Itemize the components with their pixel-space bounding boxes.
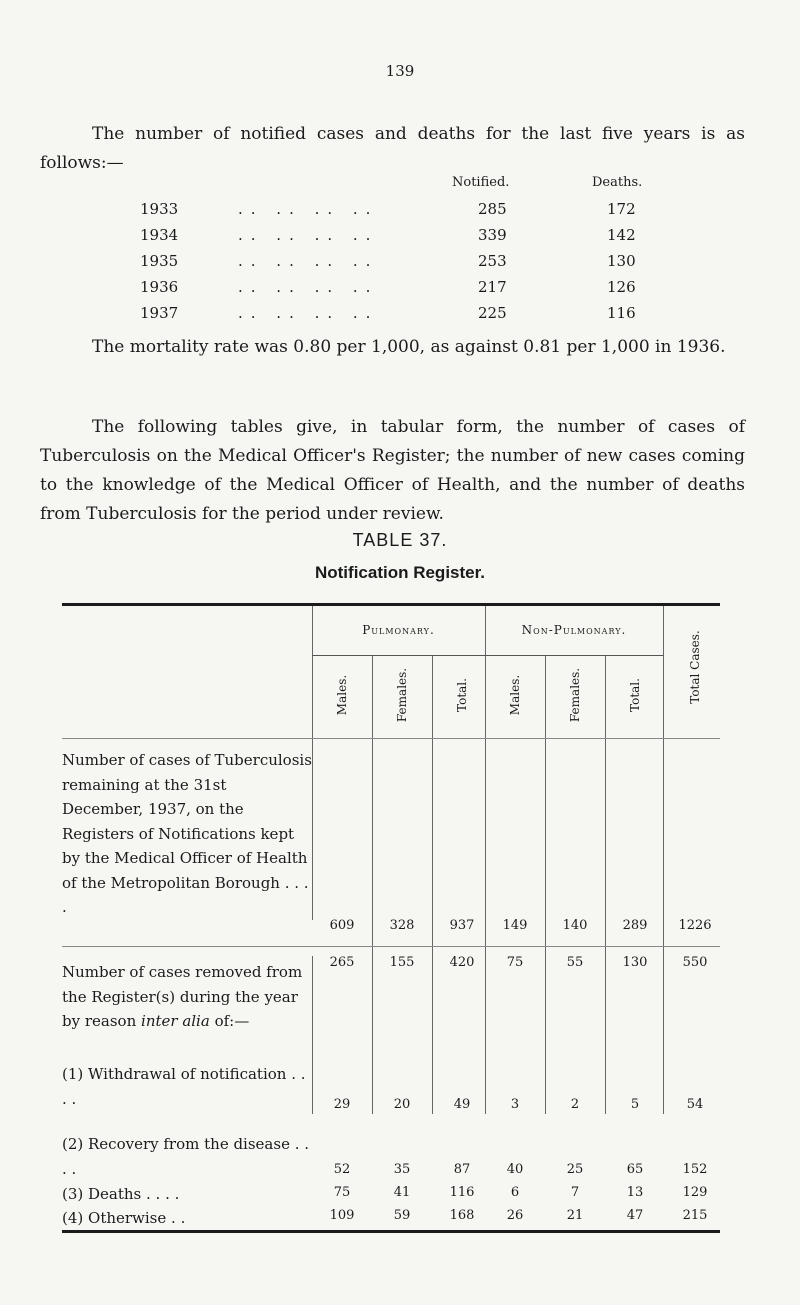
cell: 54: [686, 1097, 704, 1112]
leader-dots: .. .. .. ..: [238, 278, 379, 296]
summary-row: [0, 304, 800, 330]
leader-dots: .. .. .. ..: [238, 304, 379, 322]
cell: 152: [682, 1162, 708, 1177]
cell: 215: [682, 1208, 708, 1223]
cell: 420: [449, 955, 475, 970]
summary-header: [0, 175, 800, 195]
summary-year: 1933: [140, 200, 179, 218]
column-divider: [372, 656, 373, 1114]
cell: 25: [566, 1162, 584, 1177]
summary-notified: 253: [478, 252, 507, 270]
page-number: 139: [385, 62, 415, 80]
cell: 265: [329, 955, 355, 970]
row-label-removed-text: Number of cases removed from the Register(s) during the year by reason: [62, 963, 303, 1030]
cell: 75: [506, 955, 524, 970]
cell: 289: [622, 918, 648, 933]
cell: 35: [393, 1162, 411, 1177]
cell: 26: [506, 1208, 524, 1223]
cell: 168: [449, 1208, 475, 1223]
cell: 20: [393, 1097, 411, 1112]
cell: 47: [626, 1208, 644, 1223]
column-divider: [485, 606, 486, 1114]
cell: 609: [329, 918, 355, 933]
cell: 328: [389, 918, 415, 933]
intro-paragraph: The number of notified cases and deaths for the last five years is as follows:—: [40, 124, 745, 173]
cell: 87: [453, 1162, 471, 1177]
cell: 29: [333, 1097, 351, 1112]
cell: 3: [510, 1097, 520, 1112]
summary-notified: 339: [478, 226, 507, 244]
cell: 6: [510, 1185, 520, 1200]
cell: 129: [682, 1185, 708, 1200]
row-label-recovery: (2) Recovery from the disease . . . .: [62, 1135, 310, 1178]
column-divider: [312, 606, 313, 920]
leader-dots: .. .. .. ..: [238, 200, 379, 218]
row-label-deaths: (3) Deaths . . . .: [62, 1185, 180, 1203]
summary-row: [0, 226, 800, 252]
col-total: Total.: [628, 678, 642, 712]
deaths-header: Deaths.: [592, 175, 643, 190]
table-top-rule: [62, 603, 720, 606]
table-bottom-rule: [62, 1230, 720, 1233]
summary-notified: 285: [478, 200, 507, 218]
cell: 75: [333, 1185, 351, 1200]
cell: 49: [453, 1097, 471, 1112]
cell: 1226: [678, 918, 712, 933]
cell: 40: [506, 1162, 524, 1177]
row-label-remaining: Number of cases of Tuberculosis remaining at the 31st December, 1937, on the Registers of Notifications kept by the Medical Officer of Health of the Metropolitan Borough . . . .: [62, 751, 312, 916]
cell: 2: [570, 1097, 580, 1112]
summary-row: [0, 200, 800, 226]
col-females: Females.: [568, 667, 582, 723]
summary-deaths: 116: [607, 304, 636, 322]
group-pulmonary: Pulmonary.: [362, 623, 435, 637]
cell: 116: [449, 1185, 475, 1200]
table-subtitle: Notification Register.: [314, 563, 486, 582]
cell: 21: [566, 1208, 584, 1223]
cell: 155: [389, 955, 415, 970]
summary-deaths: 130: [607, 252, 636, 270]
cell: 937: [449, 918, 475, 933]
table-title: TABLE 37.: [352, 530, 448, 550]
row-label-removed-after: of:—: [214, 1012, 250, 1030]
row-label-removed-italic: inter alia: [141, 1012, 210, 1030]
row-rule: [62, 946, 720, 947]
summary-deaths: 126: [607, 278, 636, 296]
cell: 65: [626, 1162, 644, 1177]
group-non-pulmonary: Non-Pulmonary.: [521, 623, 627, 637]
column-divider: [663, 606, 664, 1114]
cell: 7: [570, 1185, 580, 1200]
mortality-paragraph: The mortality rate was 0.80 per 1,000, as against 0.81 per 1,000 in 1936.: [92, 337, 726, 357]
cell: 52: [333, 1162, 351, 1177]
group-rule: [312, 655, 663, 656]
cell: 140: [562, 918, 588, 933]
leader-dots: .. .. .. ..: [238, 226, 379, 244]
tables-paragraph: The following tables give, in tabular form, the number of cases of Tuberculosis on the Medical Officer's Register; the number of new cases coming to the knowledge of the Medical Officer of Health, and the number of deaths from Tuberculosis for the period under review.: [40, 417, 745, 524]
summary-notified: 217: [478, 278, 507, 296]
summary-row: [0, 278, 800, 304]
col-males: Males.: [508, 674, 522, 716]
cell: 109: [329, 1208, 355, 1223]
col-males: Males.: [335, 674, 349, 716]
column-divider: [432, 656, 433, 1114]
header-rule: [62, 738, 720, 739]
summary-deaths: 172: [607, 200, 636, 218]
cell: 5: [630, 1097, 640, 1112]
notified-header: Notified.: [452, 175, 510, 190]
column-divider: [605, 656, 606, 1114]
cell: 149: [502, 918, 528, 933]
summary-row: [0, 252, 800, 278]
summary-deaths: 142: [607, 226, 636, 244]
summary-year: 1937: [140, 304, 179, 322]
cell: 41: [393, 1185, 411, 1200]
summary-year: 1934: [140, 226, 179, 244]
row-label-withdrawal: (1) Withdrawal of notification . . . .: [62, 1065, 306, 1108]
col-total: Total.: [455, 678, 469, 712]
col-females: Females.: [395, 667, 409, 723]
cell: 59: [393, 1208, 411, 1223]
leader-dots: .. .. .. ..: [238, 252, 379, 270]
cell: 130: [622, 955, 648, 970]
row-label-removed: [62, 960, 312, 1034]
summary-year: 1935: [140, 252, 179, 270]
column-divider: [312, 956, 313, 1114]
row-label-otherwise: (4) Otherwise . .: [62, 1209, 186, 1227]
column-divider: [545, 656, 546, 1114]
cell: 55: [566, 955, 584, 970]
summary-year: 1936: [140, 278, 179, 296]
cell: 13: [626, 1185, 644, 1200]
summary-notified: 225: [478, 304, 507, 322]
col-total-cases: Total Cases.: [688, 630, 702, 704]
cell: 550: [682, 955, 708, 970]
